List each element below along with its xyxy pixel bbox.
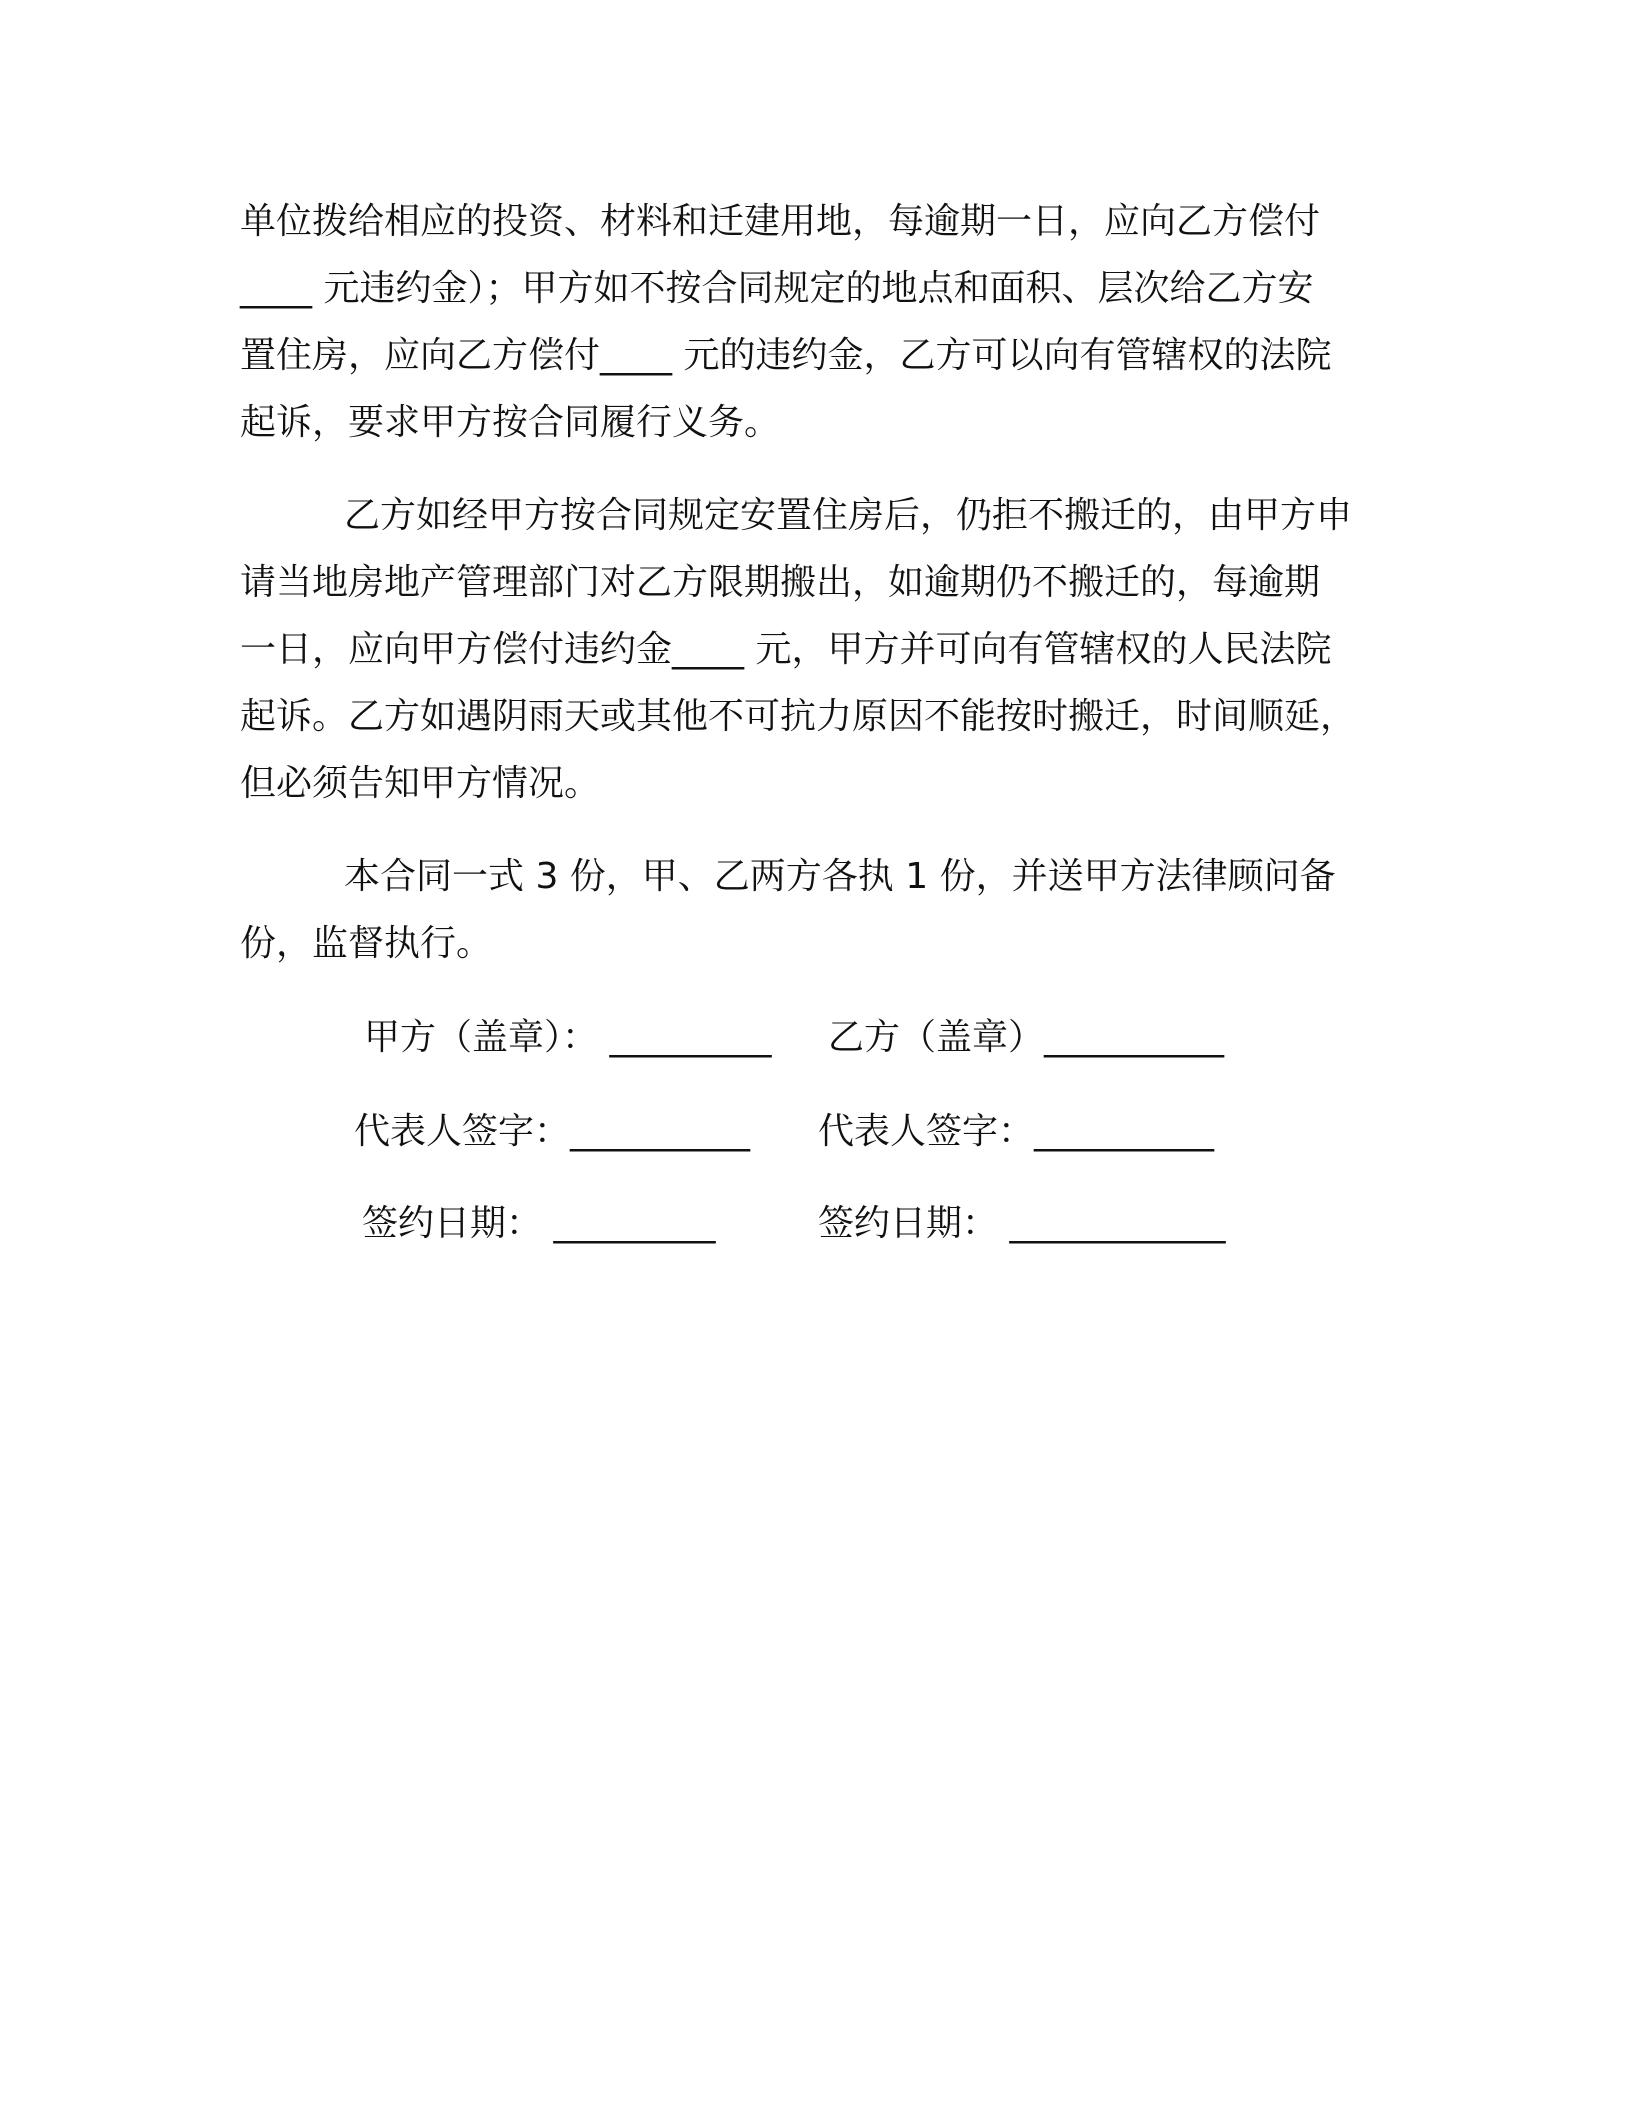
party-b-representative-field[interactable]: 代表人签字：__________ — [818, 1111, 1215, 1152]
party-b-date-field[interactable]: 签约日期： ____________ — [818, 1203, 1226, 1244]
party-a-representative-field[interactable]: 代表人签字：__________ — [354, 1111, 751, 1152]
party-a-date-field[interactable]: 签约日期： _________ — [362, 1203, 716, 1244]
paragraph-penalty-party-b: 乙方如经甲方按合同规定安置住房后，仍拒不搬迁的，由甲方申 请当地房地产管理部门对乙方限期搬出，如逾期仍不搬迁的，每逾期 一日，应向甲方偿付违约金____ 元，甲方并可向有管辖权的人民法院 起诉。乙方如遇阴雨天或其他不可抗力原因不能按时搬迁，时间顺延， 但必须告知甲方情况。 — [240, 495, 1357, 804]
paragraph-copies: 本合同一式 3 份，甲、乙两方各执 1 份，并送甲方法律顾问备 份，监督执行。 — [240, 856, 1336, 964]
paragraph-penalty-party-a: 单位拨给相应的投资、材料和迁建用地，每逾期一日，应向乙方偿付 ____ 元违约金）；甲方如不按合同规定的地点和面积、层次给乙方安 置住房，应向乙方偿付____ 元的违约金，乙方可以向有管辖权的法院 起诉，要求甲方按合同履行义务。 — [240, 201, 1332, 443]
party-a-seal-field[interactable]: 甲方（盖章）： _________ — [364, 1017, 772, 1058]
party-b-seal-field[interactable]: 乙方（盖章）__________ — [828, 1017, 1225, 1058]
